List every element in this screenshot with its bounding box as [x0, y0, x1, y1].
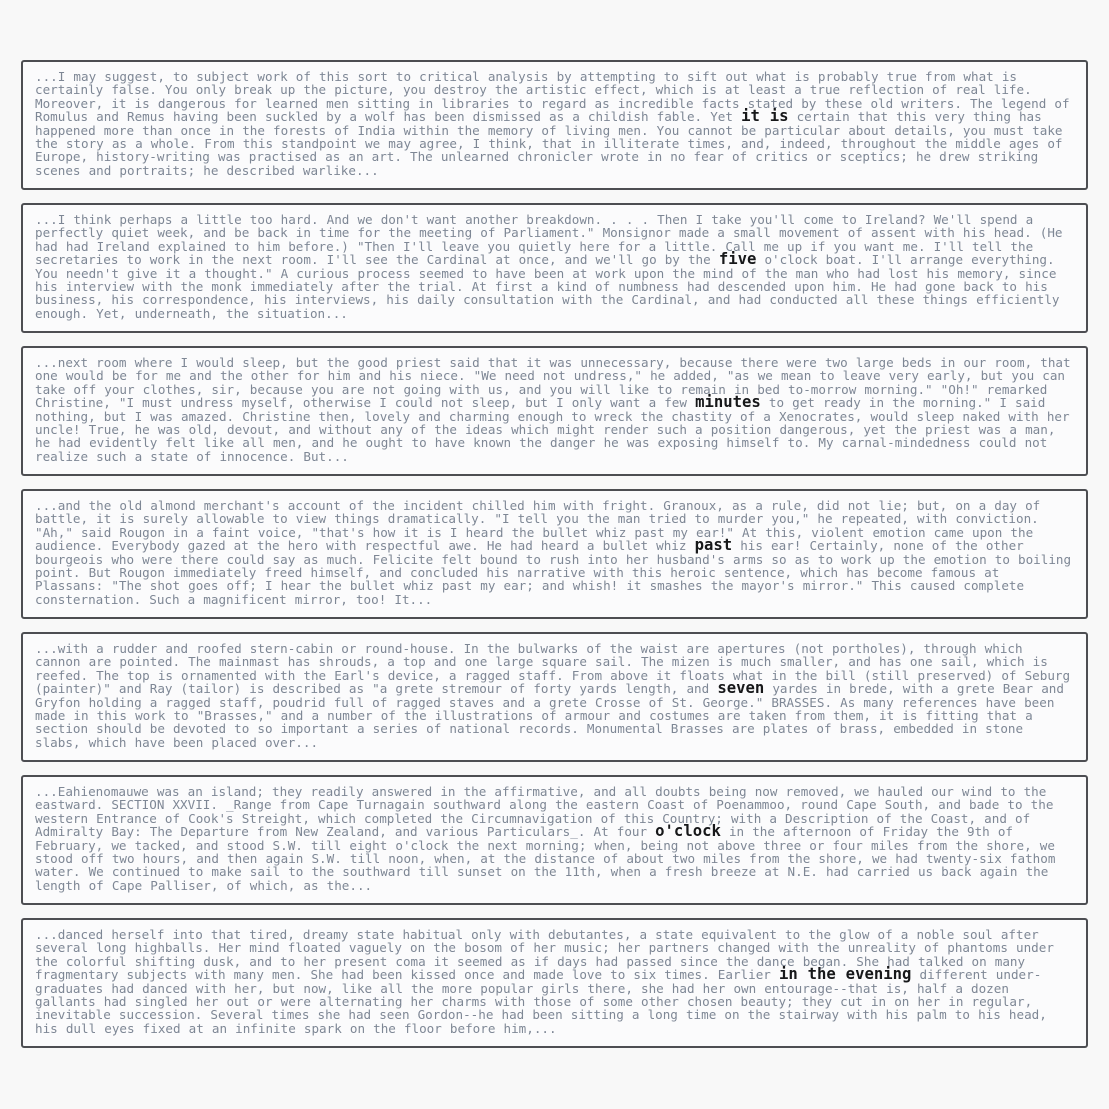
highlighted-word: seven [717, 679, 765, 698]
passage-text-pre: ...with a rudder and roofed stern-cabin or round-house. In the bulwarks of the waist are apertures (not portholes), through which cannon are pointed. The mainmast has shrouds, a top and one large square sail. The mizen is much smaller, and has one sail, which is reefed. The top is ornamented with the Earl's device, a ragged staff. From above it floats what in the bill (still preserved) of Seburg (painter)" and Ray (tailor) is described as "a grete stremour of forty yards length, and [35, 641, 1071, 697]
passage-box-3[interactable] [21, 346, 1088, 476]
passage-text-pre: ...Eahienomauwe was an island; they readily answered in the affirmative, and all doubts being now removed, we hauled our wind to the eastward. SECTION XXVII. _Range from Cape Turnagain southward along the eastern Coast of Poenammoo, round Cape South, and bade to the western Entrance of Cook's Streight, which completed the Circumnavigation of this Country; with a Description of the Coast, and of Admiralty Bay: The Departure from New Zealand, and various Particulars_. At four [35, 784, 1054, 840]
highlighted-word: minutes [695, 393, 761, 412]
passage-text-pre: ...I may suggest, to subject work of this sort to critical analysis by attempting to sift out what is probably true from what is certainly false. You only break up the picture, you destroy the artistic effect, which is at least a true reflection of real life. Moreover, it is dangerous for learned men sitting in libraries to regard as incredible facts stated by these old writers. The legend of Romulus and Remus having been suckled by a wolf has been dismissed as a childish fable. Yet [35, 69, 1070, 125]
passage-box-7[interactable] [21, 918, 1088, 1048]
passage-box-1[interactable] [21, 60, 1088, 190]
passage-text-post: to get ready in the morning." I said nothing, but I was amazed. Christine then, lovely and charming enough to wreck the chastity of a Xenocrates, would sleep naked with her uncle! True, he was old, devout, and without any of the ideas which might render such a position dangerous, yet the priest was a man, he had evidently felt like all men, and he ought to have known the danger he was exposing himself to. My carnal-mindedness could not realize such a state of innocence. But... [35, 395, 1070, 464]
passage-text-pre: ...next room where I would sleep, but the good priest said that it was unnecessary, because there were two large beds in our room, that one would be for me and the other for him and his niece. "We need not undress," he added, "as we mean to leave very early, but you can take off your clothes, sir, because you are not going with us, and you will like to remain in bed to-morrow morning." "Oh!" remarked Christine, "I must undress myself, otherwise I could not sleep, but I only want a few [35, 355, 1071, 411]
passage-text-post: yardes in brede, with a grete Bear and Gryfon holding a ragged staff, poudrid full of ragged staves and a grete Crosse of St. George." BRASSES. As many references have been made in this work to "Brasses," and a number of the illustrations of armour and costumes are taken from them, it is fitting that a section should be devoted to so important a series of national records. Monumental Brasses are plates of brass, embedded in stone slabs, which have been placed over... [35, 681, 1064, 750]
passage-text-post: different under-graduates had danced with her, but now, like all the more popular girls there, she had her own entourage--that is, half a dozen gallants had singled her out or were alternating her charms with those of some other chosen beauty; they cut in on her in regular, inevitable succession. Several times she had seen Gordon--he had been sitting a long time on the stairway with his palm to his head, his dull eyes fixed at an infinite spark on the floor before him,... [35, 967, 1047, 1036]
passage-box-2[interactable] [21, 203, 1088, 333]
passage-box-4[interactable] [21, 489, 1088, 619]
highlighted-word: o'clock [655, 822, 721, 841]
passage-text-post: o'clock boat. I'll arrange everything. You needn't give it a thought." A curious process seemed to have been at work upon the mind of the man who had lost his memory, since his interview with the monk immediately after the trial. At first a kind of numbness had descended upon him. He had gone back to his business, his correspondence, his interviews, his daily consultation with the Cardinal, and had conducted all these things efficiently enough. Yet, underneath, the situation... [35, 252, 1060, 321]
passage-text-pre: ...danced herself into that tired, dreamy state habitual only with debutantes, a state equivalent to the glow of a noble soul after several long highballs. Her mind floated vaguely on the bosom of her music; her partners changed with the unreality of phantoms under the colorful shifting dusk, and to her present coma it seemed as if days had passed since the dance began. She had talked on many fragmentary subjects with many men. She had been kissed once and made love to six times. Earlier [35, 927, 1054, 983]
highlighted-word: in the evening [778, 965, 912, 984]
passage-text-post: in the afternoon of Friday the 9th of February, we tacked, and stood S.W. till eight o'clock the next morning; when, being not above three or four miles from the shore, we stood off two hours, and then again S.W. till noon, when, at the distance of about two miles from the shore, we had twenty-six fathom water. We continued to make sail to the southward till sunset on the 11th, when a fresh breeze at N.E. had carried us back again the length of Cape Palliser, of which, as the... [35, 824, 1056, 893]
passage-text-post: certain that this very thing has happened more than once in the forests of India within the memory of living men. You cannot be particular about details, you must take the story as a whole. From this standpoint we may agree, I think, that in illiterate times, and, indeed, throughout the middle ages of Europe, history-writing was practised as an art. The unlearned chronicler wrote in no fear of critics or sceptics; he drew striking scenes and portraits; he described warlike... [35, 109, 1063, 178]
passage-text-pre: ...and the old almond merchant's account of the incident chilled him with fright. Granoux, as a rule, did not lie; but, on a day of battle, it is surely allowable to view things dramatically. "I tell you the man tried to murder you," he repeated, with conviction. "Ah," said Rougon in a faint voice, "that's how it is I heard the bullet whiz past my ear!" At this, violent emotion came upon the audience. Everybody gazed at the hero with respectful awe. He had heard a bullet whiz [35, 498, 1041, 554]
passage-box-5[interactable] [21, 632, 1088, 762]
highlighted-word: past [694, 536, 733, 555]
highlighted-word: five [718, 250, 757, 269]
passage-text-post: his ear! Certainly, none of the other bourgeois who were there could say as much. Felicite felt bound to rush into her husband's arms so as to work up the emotion to boiling point. But Rougon immediately freed himself, and concluded his narrative with this heroic sentence, which has become famous at Plassans: "The shot goes off; I hear the bullet whiz past my ear; and whish! it smashes the mayor's mirror." This caused complete consternation. Such a magnificent mirror, too! It... [35, 538, 1072, 607]
passage-box-6[interactable] [21, 775, 1088, 905]
passage-text-pre: ...I think perhaps a little too hard. And we don't want another breakdown. . . . Then I take you'll come to Ireland? We'll spend a perfectly quiet week, and be back in time for the meeting of Parliament." Monsignor made a small movement of assent with his head. (He had had Ireland explained to him before.) "Then I'll leave you quietly here for a little. Call me up if you want me. I'll tell the secretaries to work in the next room. I'll see the Cardinal at once, and we'll go by the [35, 212, 1063, 268]
highlighted-word: it is [741, 107, 789, 126]
